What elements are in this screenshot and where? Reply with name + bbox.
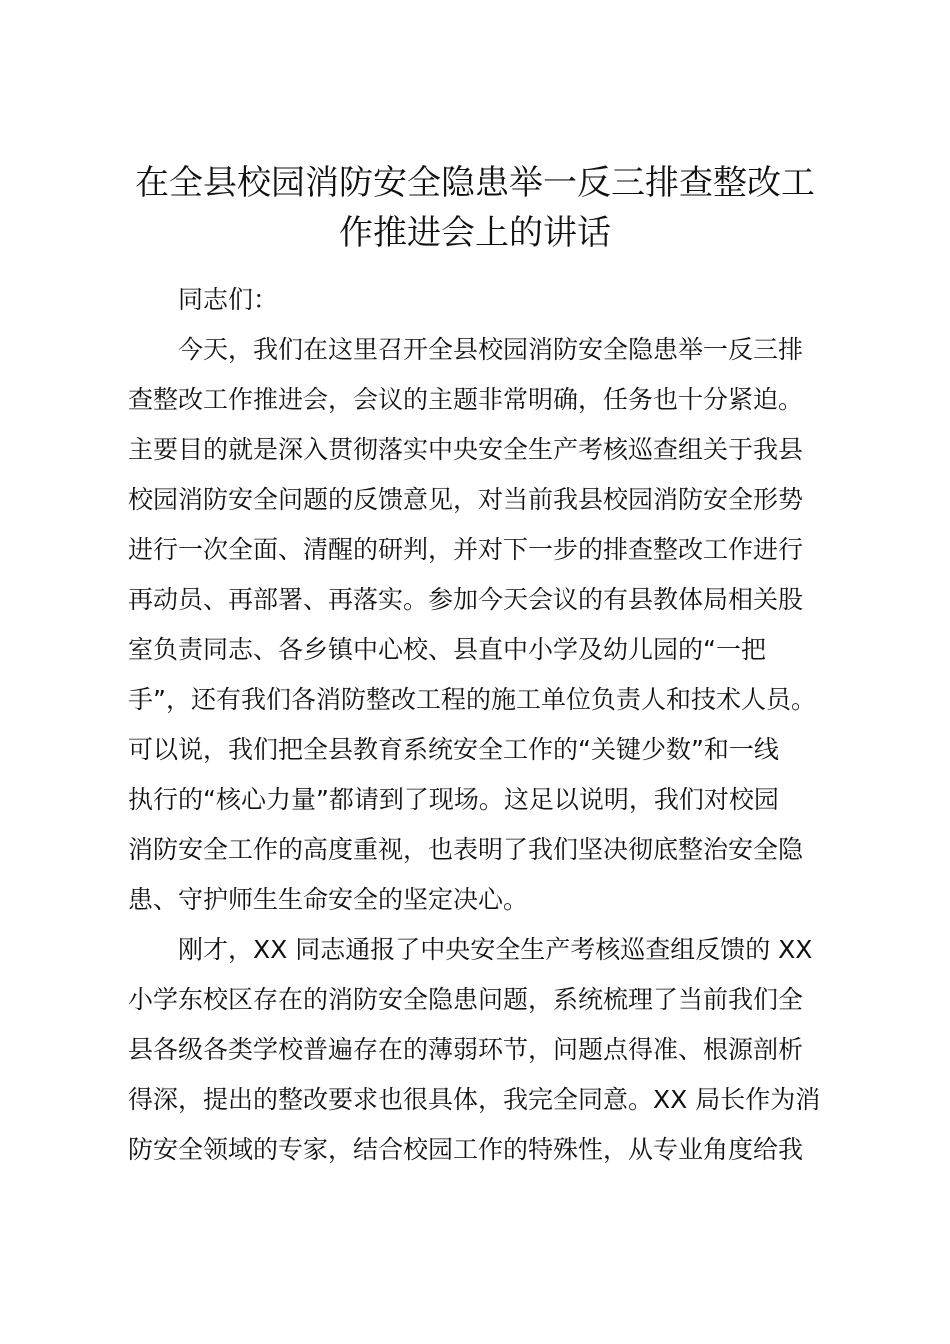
paragraph-2-line: 防安全领域的专家，结合校园工作的特殊性，从专业角度给我: [128, 1135, 804, 1164]
paragraph-2-line: 县各级各类学校普遍存在的薄弱环节，问题点得准、根源剖析: [128, 1035, 804, 1064]
paragraph-1-line: 室负责同志、各乡镇中心校、县直中小学及幼儿园的“一把: [128, 635, 766, 664]
paragraph-2-line: 小学东校区存在的消防安全隐患问题，系统梳理了当前我们全: [128, 985, 804, 1014]
salutation: 同志们：: [178, 285, 279, 314]
paragraph-1-line: 患、守护师生生命安全的坚定决心。: [128, 885, 529, 914]
paragraph-1-line: 今天，我们在这里召开全县校园消防安全隐患举一反三排: [178, 335, 804, 364]
paragraph-1-line: 校园消防安全问题的反馈意见，对当前我县校园消防安全形势: [128, 485, 804, 514]
paragraph-2-line: 得深，提出的整改要求也很具体，我完全同意。XX 局长作为消: [128, 1085, 821, 1114]
paragraph-1-line: 消防安全工作的高度重视，也表明了我们坚决彻底整治安全隐: [128, 835, 804, 864]
document-title-line-2: 作推进会上的讲话: [339, 213, 611, 253]
paragraph-2-line: 刚才，XX 同志通报了中央安全生产考核巡查组反馈的 XX: [178, 935, 813, 964]
paragraph-1-line: 可以说，我们把全县教育系统安全工作的“关键少数”和一线: [128, 735, 779, 764]
paragraph-1-line: 主要目的就是深入贯彻落实中央安全生产考核巡查组关于我县: [128, 435, 804, 464]
paragraph-1-line: 查整改工作推进会，会议的主题非常明确，任务也十分紧迫。: [128, 385, 804, 414]
paragraph-1-line: 手”，还有我们各消防整改工程的施工单位负责人和技术人员。: [128, 685, 816, 714]
document-body: [128, 275, 848, 1175]
paragraph-1-line: 进行一次全面、清醒的研判，并对下一步的排查整改工作进行: [128, 535, 804, 564]
document-title-line-1: 在全县校园消防安全隐患举一反三排查整改工: [135, 163, 815, 203]
paragraph-1-line: 再动员、再部署、再落实。参加今天会议的有县教体局相关股: [128, 585, 804, 614]
paragraph-1-line: 执行的“核心力量”都请到了现场。这足以说明，我们对校园: [128, 785, 779, 814]
